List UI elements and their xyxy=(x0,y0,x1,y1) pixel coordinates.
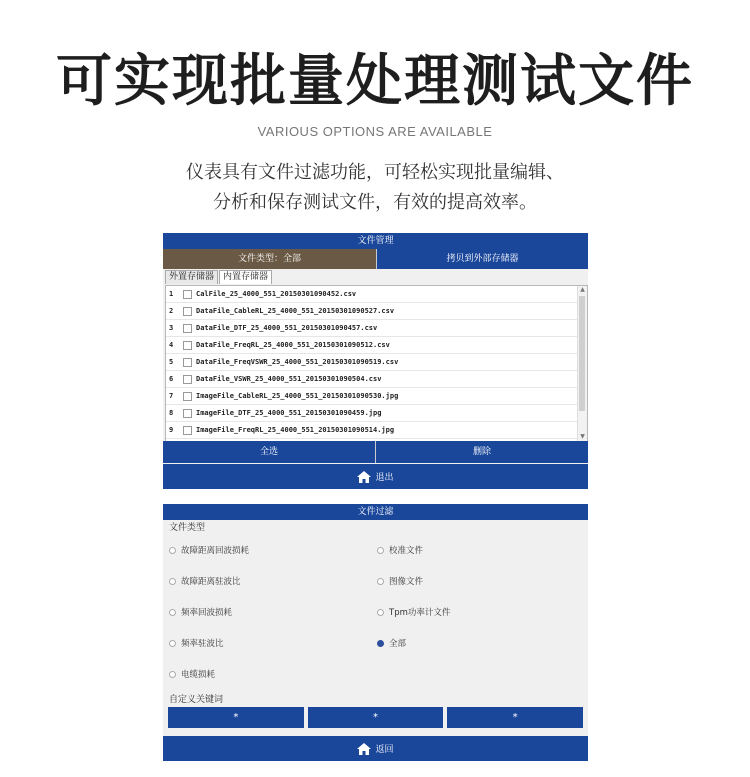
keyword-field-1[interactable]: * xyxy=(168,707,304,728)
file-name: CalFile_25_4000_551_20150301090452.csv xyxy=(196,290,357,298)
list-item[interactable] xyxy=(166,320,587,337)
file-name: DataFile_VSWR_25_4000_551_20150301090504.csv xyxy=(196,375,382,383)
file-index: 6 xyxy=(169,375,174,383)
file-checkbox[interactable] xyxy=(183,392,192,401)
file-name: ImageFile_DTF_25_4000_551_20150301090459.jpg xyxy=(196,409,382,417)
file-checkbox[interactable] xyxy=(183,341,192,350)
back-button[interactable] xyxy=(163,736,588,761)
list-item[interactable] xyxy=(166,286,587,303)
option-label: 故障距离回波损耗 xyxy=(181,546,250,556)
filter-option[interactable] xyxy=(169,637,224,649)
file-name: DataFile_CableRL_25_4000_551_20150301090527.csv xyxy=(196,307,395,315)
option-label: 图像文件 xyxy=(389,577,424,587)
file-type-button[interactable]: 文件类型：全部 xyxy=(163,249,376,269)
file-name: DataFile_FreqVSWR_25_4000_551_20150301090519.csv xyxy=(196,358,399,366)
file-name: ImageFile_CableRL_25_4000_551_20150301090530.jpg xyxy=(196,392,399,400)
description-line-1: 仪表具有文件过滤功能，可轻松实现批量编辑、 xyxy=(186,162,564,183)
file-filter-title: 文件过滤 xyxy=(163,504,588,520)
tab-external-storage[interactable]: 外置存储器 xyxy=(165,270,218,284)
scroll-up-icon[interactable]: ▲ xyxy=(580,286,585,293)
hero-title: 可实现批量处理测试文件 xyxy=(56,49,694,114)
radio-icon xyxy=(377,578,384,585)
filter-option[interactable] xyxy=(169,668,215,680)
file-manager-title: 文件管理 xyxy=(163,233,588,249)
scrollbar-thumb[interactable] xyxy=(579,296,585,411)
file-manager-panel xyxy=(163,233,588,489)
file-checkbox[interactable] xyxy=(183,290,192,299)
storage-tabs xyxy=(163,269,588,283)
select-all-button[interactable]: 全选 xyxy=(163,441,375,463)
list-item[interactable] xyxy=(166,405,587,422)
radio-icon xyxy=(169,547,176,554)
filter-option[interactable] xyxy=(377,544,423,556)
file-index: 7 xyxy=(169,392,174,400)
file-checkbox[interactable] xyxy=(183,307,192,316)
radio-icon xyxy=(169,578,176,585)
back-label: 返回 xyxy=(375,745,394,755)
description-line-2: 分析和保存测试文件，有效的提高效率。 xyxy=(213,192,537,213)
file-name: DataFile_DTF_25_4000_551_20150301090457.csv xyxy=(196,324,378,332)
radio-icon xyxy=(377,547,384,554)
option-label: 故障距离驻波比 xyxy=(181,577,241,587)
file-index: 8 xyxy=(169,409,174,417)
radio-icon xyxy=(169,671,176,678)
list-item[interactable] xyxy=(166,354,587,371)
filter-option[interactable] xyxy=(377,606,450,618)
file-index: 9 xyxy=(169,426,174,434)
list-item[interactable] xyxy=(166,303,587,320)
list-item[interactable] xyxy=(166,337,587,354)
keyword-fields xyxy=(168,707,583,728)
keyword-field-2[interactable]: * xyxy=(308,707,444,728)
radio-icon xyxy=(169,609,176,616)
filter-option-selected[interactable] xyxy=(377,637,406,649)
filter-option[interactable] xyxy=(169,544,249,556)
radio-icon xyxy=(169,640,176,647)
tab-internal-storage[interactable]: 内置存储器 xyxy=(219,270,272,284)
radio-icon xyxy=(377,609,384,616)
filter-option[interactable] xyxy=(169,606,232,618)
exit-label: 退出 xyxy=(375,473,394,483)
list-item[interactable] xyxy=(166,422,587,439)
option-label: 频率回波损耗 xyxy=(181,608,233,618)
list-item[interactable] xyxy=(166,388,587,405)
option-label: 全部 xyxy=(389,639,407,649)
option-label: Tpm功率计文件 xyxy=(389,608,451,618)
file-checkbox[interactable] xyxy=(183,375,192,384)
radio-selected-icon xyxy=(377,640,384,647)
filter-option[interactable] xyxy=(377,575,423,587)
file-index: 5 xyxy=(169,358,174,366)
home-icon xyxy=(357,471,371,483)
hero-description xyxy=(0,158,750,218)
file-name: DataFile_FreqRL_25_4000_551_20150301090512.csv xyxy=(196,341,390,349)
filter-option[interactable] xyxy=(169,575,241,587)
file-index: 2 xyxy=(169,307,174,315)
file-list xyxy=(165,285,588,442)
copy-to-external-button[interactable]: 拷贝到外部存储器 xyxy=(376,249,588,269)
file-index: 1 xyxy=(169,290,174,298)
hero-subtitle: VARIOUS OPTIONS ARE AVAILABLE xyxy=(257,124,493,139)
file-index: 4 xyxy=(169,341,174,349)
home-icon xyxy=(357,743,371,755)
list-item[interactable] xyxy=(166,371,587,388)
file-filter-panel xyxy=(163,504,588,761)
file-checkbox[interactable] xyxy=(183,358,192,367)
keyword-field-3[interactable]: * xyxy=(447,707,583,728)
file-name: ImageFile_FreqRL_25_4000_551_20150301090514.jpg xyxy=(196,426,395,434)
file-type-label: 文件类型 xyxy=(169,523,206,533)
file-index: 3 xyxy=(169,324,174,332)
keyword-label: 自定义关键词 xyxy=(169,695,224,705)
exit-button[interactable] xyxy=(163,464,588,489)
file-checkbox[interactable] xyxy=(183,426,192,435)
file-checkbox[interactable] xyxy=(183,324,192,333)
file-list-scrollbar[interactable] xyxy=(577,286,587,441)
option-label: 校准文件 xyxy=(389,546,424,556)
scroll-down-icon[interactable]: ▼ xyxy=(580,433,585,440)
file-checkbox[interactable] xyxy=(183,409,192,418)
file-actions xyxy=(163,441,588,463)
delete-button[interactable]: 删除 xyxy=(375,441,588,463)
option-label: 频率驻波比 xyxy=(181,639,224,649)
file-manager-toolbar xyxy=(163,249,588,269)
option-label: 电缆损耗 xyxy=(181,670,216,680)
